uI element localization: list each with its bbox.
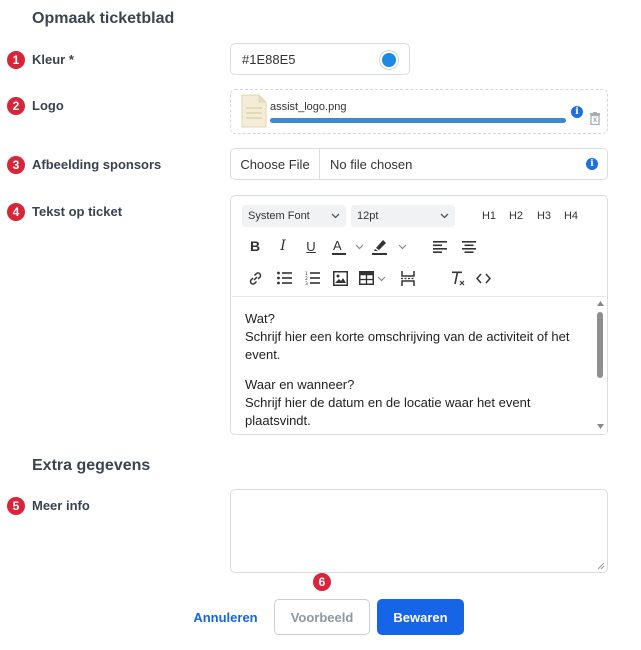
bullet-list-icon[interactable] xyxy=(277,271,292,285)
logo-label: Logo xyxy=(32,98,64,113)
scrollbar-thumb[interactable] xyxy=(597,312,603,378)
logo-filename: assist_logo.png xyxy=(270,101,347,113)
upload-progress-fill xyxy=(270,118,566,123)
svg-text:1: 1 xyxy=(305,272,308,277)
upload-progress-track xyxy=(270,118,566,123)
underline-icon[interactable]: U xyxy=(306,238,316,254)
table-button[interactable] xyxy=(359,269,389,289)
section-title-extra: Extra gegevens xyxy=(32,457,151,474)
editor-line: Waar en wanneer? xyxy=(245,377,355,392)
cancel-button[interactable]: Annuleren xyxy=(193,609,258,625)
color-swatch[interactable] xyxy=(382,53,396,67)
step-badge-5: 5 xyxy=(7,497,25,515)
chevron-down-icon xyxy=(331,213,340,219)
rich-text-editor[interactable] xyxy=(230,195,608,435)
align-center-icon[interactable] xyxy=(462,241,476,253)
file-icon xyxy=(241,94,267,128)
text-color-button[interactable] xyxy=(331,236,367,258)
ticket-text-label: Tekst op ticket xyxy=(32,204,123,219)
editor-line: Wat? xyxy=(245,311,275,326)
scroll-down-icon[interactable] xyxy=(597,424,604,429)
save-button[interactable]: Bewaren xyxy=(377,599,464,635)
font-size-value: 12pt xyxy=(357,210,379,222)
editor-line: Schrijf hier de datum en de locatie waar het event plaatsvindt. xyxy=(245,395,531,428)
text-color-swatch xyxy=(332,253,346,255)
image-icon[interactable] xyxy=(333,271,348,286)
step-badge-2: 2 xyxy=(7,97,25,115)
clear-formatting-icon[interactable] xyxy=(450,271,465,287)
info-icon[interactable]: i xyxy=(571,106,583,118)
chevron-down-icon xyxy=(355,244,364,250)
font-size-select[interactable] xyxy=(351,205,455,227)
heading-2-button[interactable]: H2 xyxy=(508,210,524,222)
editor-paragraph-2 xyxy=(245,376,585,430)
link-icon[interactable] xyxy=(248,271,263,286)
highlight-swatch xyxy=(372,253,387,255)
trash-icon[interactable] xyxy=(590,112,600,125)
editor-line: Schrijf hier een korte omschrijving van de activiteit of het event. xyxy=(245,329,570,362)
chevron-down-icon xyxy=(440,213,449,219)
step-badge-6: 6 xyxy=(313,573,331,591)
bold-icon[interactable]: B xyxy=(249,238,261,254)
sponsors-label: Afbeelding sponsors xyxy=(32,157,162,172)
color-value: #1E88E5 xyxy=(242,52,296,67)
step-badge-3: 3 xyxy=(7,156,25,174)
info-icon[interactable]: i xyxy=(586,158,598,170)
svg-text:2: 2 xyxy=(305,277,308,282)
svg-text:3: 3 xyxy=(305,282,308,285)
sponsors-file-input[interactable] xyxy=(230,148,608,180)
chevron-down-icon xyxy=(398,244,407,250)
section-title-ticket: Opmaak ticketblad xyxy=(32,10,175,27)
step-badge-4: 4 xyxy=(7,203,25,221)
chevron-down-icon xyxy=(377,276,386,282)
heading-4-button[interactable]: H4 xyxy=(563,210,579,222)
editor-scrollbar[interactable] xyxy=(594,297,606,434)
align-left-icon[interactable] xyxy=(433,241,447,253)
preview-button[interactable]: Voorbeeld xyxy=(274,599,370,635)
italic-icon[interactable]: I xyxy=(280,238,286,254)
editor-paragraph-1 xyxy=(245,310,585,364)
source-code-icon[interactable] xyxy=(476,273,491,284)
toolbar-divider xyxy=(232,296,606,297)
step-badge-1: 1 xyxy=(7,51,25,69)
highlight-color-button[interactable] xyxy=(371,236,409,258)
more-info-textarea[interactable] xyxy=(230,489,608,573)
editor-content[interactable] xyxy=(245,310,585,430)
resize-handle-icon[interactable] xyxy=(597,562,605,570)
color-field[interactable] xyxy=(230,43,410,75)
table-icon xyxy=(359,271,374,285)
page-break-icon[interactable] xyxy=(401,271,415,286)
logo-dropzone[interactable] xyxy=(230,89,608,134)
text-color-icon: A xyxy=(333,238,342,253)
choose-file-button[interactable]: Choose File xyxy=(231,149,320,179)
file-status: No file chosen xyxy=(330,157,413,172)
more-info-label: Meer info xyxy=(32,498,90,513)
scroll-up-icon[interactable] xyxy=(597,301,604,306)
font-family-value: System Font xyxy=(248,210,310,222)
heading-3-button[interactable]: H3 xyxy=(536,210,552,222)
font-family-select[interactable] xyxy=(242,205,346,227)
heading-1-button[interactable]: H1 xyxy=(481,210,497,222)
numbered-list-icon[interactable] xyxy=(305,271,320,285)
color-label: Kleur * xyxy=(32,52,74,67)
highlighter-icon xyxy=(373,238,388,252)
